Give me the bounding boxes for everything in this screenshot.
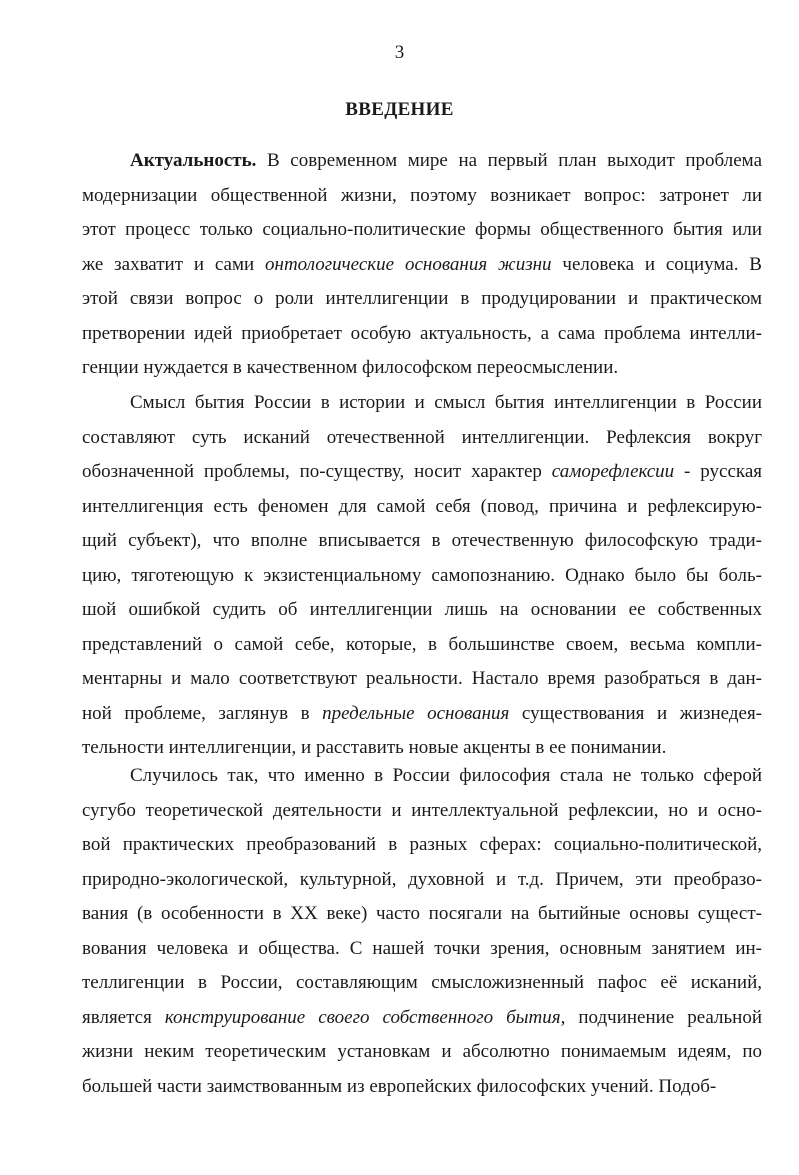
text-line: [82, 386, 762, 421]
text-line: [82, 697, 762, 732]
text-run: представлений о самой себе, которые, в большинстве своем, весьма компли-: [82, 633, 762, 655]
text-line: [82, 213, 762, 248]
text-line: [82, 932, 762, 967]
text-run: - русская: [674, 461, 762, 482]
text-line: [82, 455, 762, 490]
text-line: [82, 421, 762, 456]
text-run: шой ошибкой судить об интеллигенции лишь на основании ее собственных: [82, 599, 762, 620]
text-line: [82, 559, 762, 594]
italic-emphasis: предельные основания: [322, 702, 510, 724]
text-line: [82, 794, 762, 829]
paragraph-meaning-of-being: [82, 386, 762, 766]
page-number: 3: [394, 42, 405, 63]
text-run: тельности интеллигенции, и расставить новые акценты в ее понимании.: [82, 737, 667, 758]
text-run: этой связи вопрос о роли интеллигенции в продуцировании и практическом: [82, 288, 762, 309]
text-run: вания (в особенности в XX веке) часто посягали на бытийные основы сущест-: [82, 903, 762, 924]
text-line: [82, 828, 762, 863]
text-line: [82, 759, 762, 794]
text-run: В современном мире на первый план выходит проблема: [256, 150, 762, 171]
text-line: [82, 248, 762, 283]
text-line: [82, 282, 762, 317]
bold-term: Актуальность.: [130, 150, 257, 171]
text-line: [82, 179, 762, 214]
text-run: вой практических преобразований в разных сферах: социально-политической,: [82, 834, 762, 855]
italic-emphasis: онтологические основания жизни: [265, 253, 552, 275]
text-run: ной проблеме, заглянув в: [82, 702, 323, 724]
text-run: подчинение реальной: [565, 1006, 762, 1028]
text-run: интеллигенция есть феномен для самой себя (повод, причина и рефлексирую-: [82, 495, 762, 517]
text-line: [82, 490, 762, 525]
text-run: претворении идей приобретает особую актуальность, а сама проблема интелли-: [82, 322, 762, 344]
text-line: [82, 317, 762, 352]
text-run: жизни неким теоретическим установкам и абсолютно понимаемым идеям, по: [82, 1041, 762, 1062]
text-run: является: [82, 1006, 165, 1028]
paragraph-philosophy-in-russia: [82, 759, 762, 1104]
italic-emphasis: саморефлексии: [551, 461, 675, 482]
text-line: [82, 863, 762, 898]
text-run: генции нуждается в качественном философском переосмыслении.: [82, 357, 619, 378]
text-run: теллигенции в России, составляющим смысложизненный пафос её исканий,: [82, 972, 762, 993]
text-run: Смысл бытия России в истории и смысл бытия интеллигенции в России: [130, 392, 762, 413]
text-line: [82, 1001, 762, 1036]
text-run: существования и жизнедея-: [509, 702, 762, 724]
text-line: [82, 144, 762, 179]
text-line: [82, 1035, 762, 1070]
text-line: [82, 897, 762, 932]
text-run: Случилось так, что именно в России философия стала не только сферой: [130, 765, 762, 786]
text-run: этот процесс только социально-политические формы общественного бытия или: [82, 219, 762, 240]
text-line: [82, 966, 762, 1001]
text-run: сугубо теоретической деятельности и интеллектуальной рефлексии, но и осно-: [82, 799, 762, 821]
text-run: же захватит и сами: [82, 253, 266, 275]
text-run: человека и социума. В: [551, 253, 762, 275]
text-line: [82, 1070, 762, 1105]
text-line: [82, 351, 762, 386]
text-run: природно-экологической, культурной, духовной и т.д. Причем, эти преобразо-: [82, 868, 762, 890]
text-run: модернизации общественной жизни, поэтому возникает вопрос: затронет ли: [82, 184, 762, 206]
text-line: [82, 628, 762, 663]
text-run: вования человека и общества. С нашей точки зрения, основным занятием ин-: [82, 937, 762, 959]
text-run: обозначенной проблемы, по-существу, носит характер: [82, 461, 552, 482]
paragraph-relevance: [82, 144, 762, 386]
text-run: большей части заимствованным из европейских философских учений. Подоб-: [82, 1075, 717, 1097]
section-heading: ВВЕДЕНИЕ: [345, 99, 454, 120]
italic-emphasis: конструирование своего собственного бытия,: [164, 1006, 566, 1028]
text-run: цию, тяготеющую к экзистенциальному самопознанию. Однако было бы боль-: [82, 564, 762, 586]
text-line: [82, 524, 762, 559]
text-line: [82, 662, 762, 697]
text-run: щий субъект), что вполне вписывается в отечественную философскую тради-: [82, 530, 762, 551]
text-run: ментарны и мало соответствуют реальности. Настало время разобраться в дан-: [82, 668, 762, 689]
text-line: [82, 593, 762, 628]
text-run: составляют суть исканий отечественной интеллигенции. Рефлексия вокруг: [82, 426, 762, 448]
